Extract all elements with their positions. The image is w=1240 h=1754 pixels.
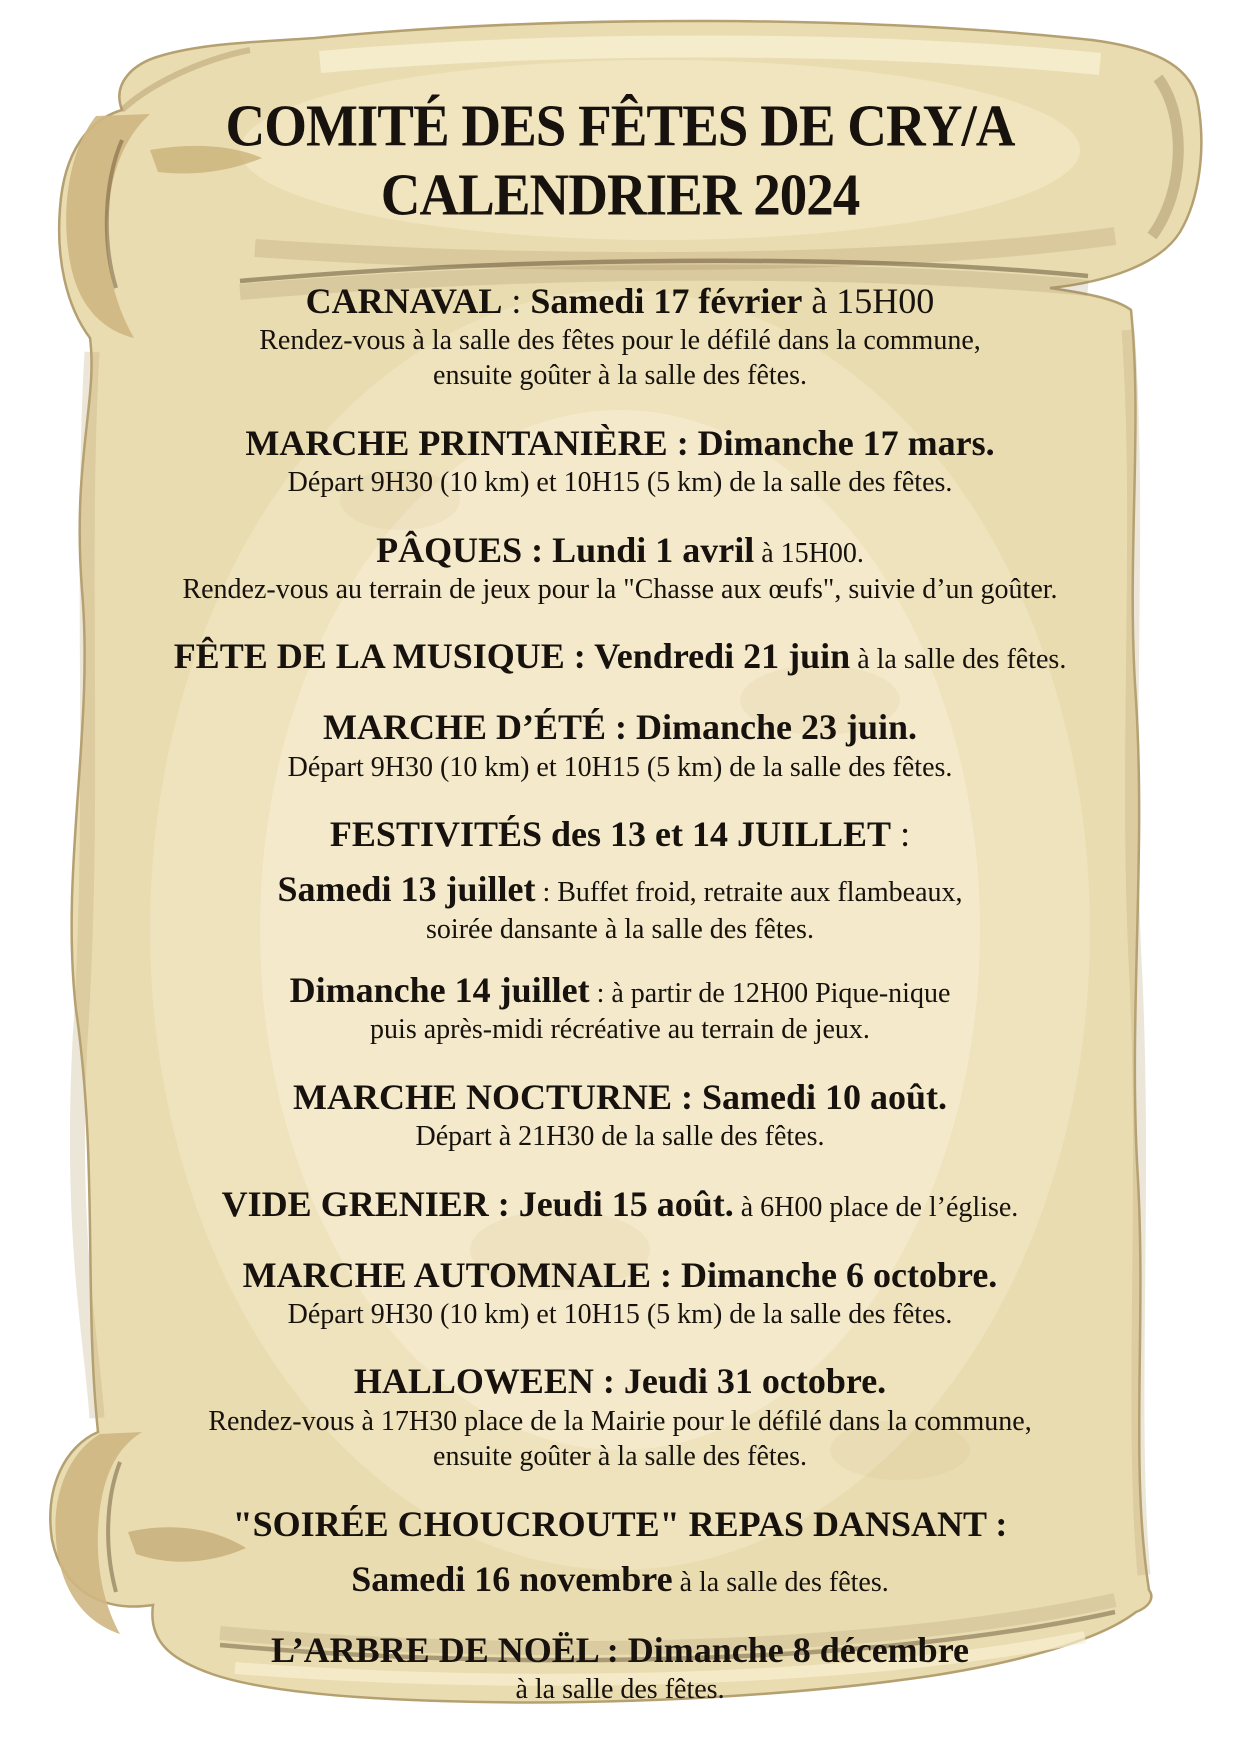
page-title-line2: CALENDRIER 2024 (380, 161, 860, 228)
event-heading (135, 635, 1105, 678)
event-marche-printaniere (135, 422, 1105, 501)
event-name: FÊTE DE LA MUSIQUE : Vendredi 21 juin (173, 636, 851, 677)
event-marche-automnale (135, 1254, 1105, 1333)
event-heading (135, 1360, 1105, 1403)
event-heading (135, 706, 1105, 749)
event-fete-de-la-musique (135, 635, 1105, 678)
event-samedi-16-novembre (135, 1558, 1105, 1601)
event-separator: : (502, 280, 531, 321)
event-detail: Rendez-vous au terrain de jeux pour la "Chasse aux œufs", suivie d’un goûter. (182, 573, 1058, 605)
event-detail: Rendez-vous à 17H30 place de la Mairie pour le défilé dans la commune, (208, 1405, 1032, 1437)
event-separator: : (891, 814, 911, 855)
event-name: FESTIVITÉS des 13 et 14 JUILLET (329, 814, 892, 855)
event-heading (135, 1076, 1105, 1119)
event-detail: Départ 9H30 (10 km) et 10H15 (5 km) de la salle des fêtes. (287, 751, 953, 783)
event-arbre-de-noel (135, 1629, 1105, 1708)
event-detail: à la salle des fêtes. (515, 1674, 725, 1706)
event-detail: Départ à 21H30 de la salle des fêtes. (415, 1121, 825, 1153)
event-halloween (135, 1360, 1105, 1474)
event-time: à 15H00 (802, 280, 935, 321)
event-date: Dimanche 14 juillet (289, 970, 590, 1011)
page-title (135, 0, 1105, 230)
event-heading (135, 529, 1105, 572)
event-carnaval (135, 280, 1105, 394)
event-heading (135, 1558, 1105, 1601)
event-date: Samedi 13 juillet (277, 869, 536, 910)
event-paques (135, 529, 1105, 608)
event-name: VIDE GRENIER : Jeudi 15 août. (221, 1183, 734, 1224)
event-heading (135, 969, 1105, 1012)
event-dimanche-14-juillet (135, 969, 1105, 1048)
event-heading (135, 1503, 1105, 1546)
event-heading (135, 868, 1105, 911)
event-name: "SOIRÉE CHOUCROUTE" REPAS DANSANT : (232, 1503, 1008, 1544)
event-description: : à partir de 12H00 Pique-nique (589, 978, 951, 1010)
event-heading (135, 1183, 1105, 1226)
event-heading (135, 813, 1105, 856)
event-name: L’ARBRE DE NOËL : Dimanche 8 décembre (270, 1630, 969, 1671)
event-date: Samedi 17 février (530, 280, 803, 321)
event-detail: ensuite goûter à la salle des fêtes. (433, 360, 807, 392)
event-heading (135, 422, 1105, 465)
event-detail: Rendez-vous à la salle des fêtes pour le défilé dans la commune, (259, 324, 981, 356)
event-date: Samedi 16 novembre (351, 1558, 673, 1599)
event-heading (135, 280, 1105, 323)
event-marche-nocturne (135, 1076, 1105, 1155)
event-marche-d-ete (135, 706, 1105, 785)
event-detail: ensuite goûter à la salle des fêtes. (433, 1441, 807, 1473)
event-description: : Buffet froid, retraite aux flambeaux, (535, 877, 963, 909)
event-name: MARCHE AUTOMNALE : Dimanche 6 octobre. (242, 1254, 998, 1295)
event-detail: soirée dansante à la salle des fêtes. (426, 913, 814, 945)
event-name: CARNAVAL (305, 280, 503, 321)
event-heading (135, 1629, 1105, 1672)
event-name: HALLOWEEN : Jeudi 31 octobre. (353, 1361, 887, 1402)
event-name: PÂQUES : Lundi 1 avril (376, 529, 755, 570)
event-name: MARCHE NOCTURNE : Samedi 10 août. (292, 1076, 947, 1117)
event-soiree-choucroute (135, 1503, 1105, 1546)
event-detail: Départ 9H30 (10 km) et 10H15 (5 km) de la salle des fêtes. (287, 466, 953, 498)
event-detail: Départ 9H30 (10 km) et 10H15 (5 km) de la salle des fêtes. (287, 1298, 953, 1330)
event-place: à la salle des fêtes. (850, 644, 1067, 676)
event-festivites-juillet (135, 813, 1105, 856)
event-samedi-13-juillet (135, 868, 1105, 947)
calendar-content (135, 0, 1105, 1708)
event-time: à 15H00. (754, 537, 864, 569)
event-place: à la salle des fêtes. (672, 1566, 889, 1598)
page-title-line1: COMITÉ DES FÊTES DE CRY/A (225, 92, 1015, 159)
event-place: à 6H00 place de l’église. (733, 1191, 1019, 1223)
event-name: MARCHE PRINTANIÈRE : Dimanche 17 mars. (245, 422, 995, 463)
event-name: MARCHE D’ÉTÉ : Dimanche 23 juin. (322, 707, 918, 748)
event-vide-grenier (135, 1183, 1105, 1226)
event-detail: puis après-midi récréative au terrain de jeux. (370, 1014, 870, 1046)
event-heading (135, 1254, 1105, 1297)
